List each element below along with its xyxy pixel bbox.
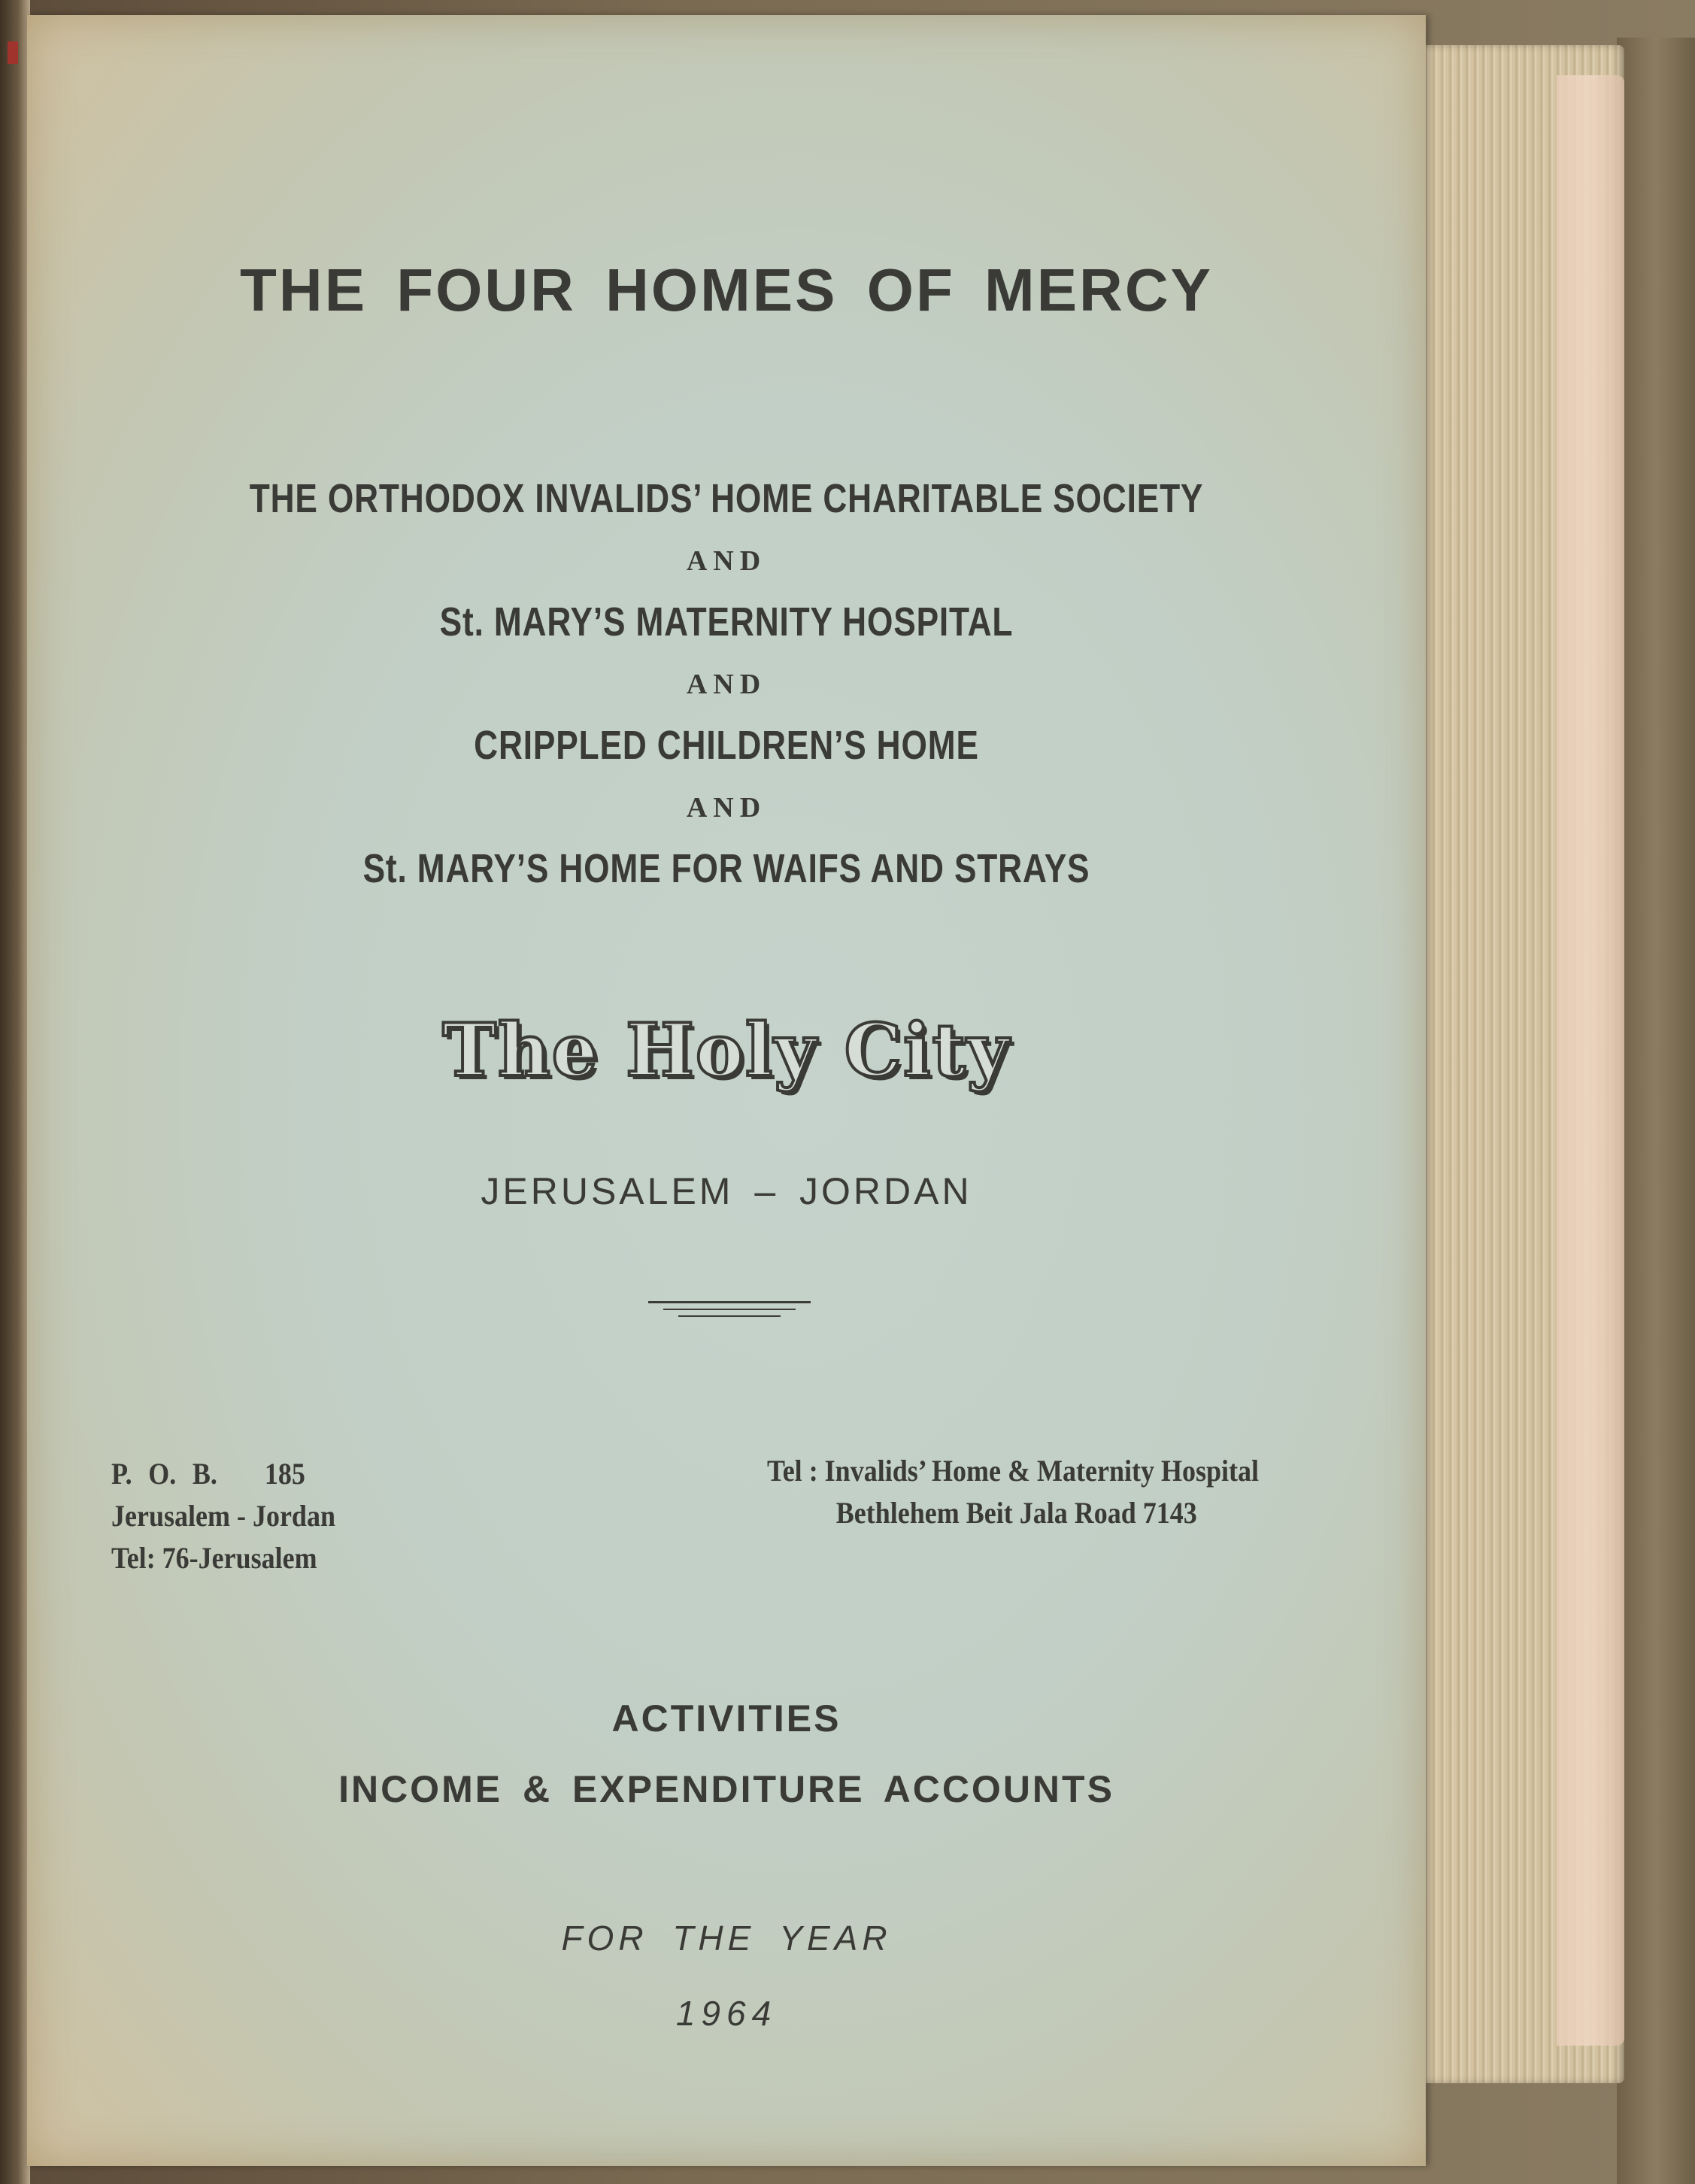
location-line: JERUSALEM – JORDAN <box>481 1170 972 1212</box>
spine-mark <box>8 41 18 64</box>
divider-line <box>678 1315 781 1317</box>
book-cover-edge <box>1617 38 1695 2184</box>
institution-crippled-childrens-home: CRIPPLED CHILDREN’S HOME <box>474 723 979 768</box>
address-city: Jerusalem - Jordan <box>111 1499 335 1533</box>
year-label: FOR THE YEAR <box>561 1919 892 1958</box>
pob-number: 185 <box>264 1457 305 1491</box>
institution-invalids-home: THE ORTHODOX INVALIDS’ HOME CHARITABLE SOCIETY <box>249 476 1204 521</box>
book-spine <box>0 0 30 2184</box>
conjunction-and: AND <box>686 792 767 824</box>
telephone-line: Tel : Invalids’ Home & Maternity Hospital <box>767 1454 1259 1488</box>
page-title: THE FOUR HOMES OF MERCY <box>240 256 1213 323</box>
pob-row <box>111 1453 335 1495</box>
conjunction-and: AND <box>686 545 767 577</box>
institution-waifs-strays-home: St. MARY’S HOME FOR WAIFS AND STRAYS <box>362 846 1090 891</box>
divider-line <box>663 1309 796 1310</box>
holy-city-heading: The Holy City <box>442 1008 1011 1093</box>
telephone-info <box>767 1450 1259 1534</box>
postal-address <box>111 1453 335 1579</box>
report-year: 1964 <box>675 1994 778 2033</box>
divider-line <box>648 1301 811 1303</box>
activities-heading: ACTIVITIES <box>611 1697 841 1740</box>
telephone-address-line: Bethlehem Beit Jala Road 7143 <box>835 1496 1197 1530</box>
pob-label: P. O. B. <box>111 1457 217 1491</box>
title-page <box>27 15 1426 2166</box>
accounts-heading: INCOME & EXPENDITURE ACCOUNTS <box>338 1768 1114 1810</box>
conjunction-and: AND <box>686 669 767 700</box>
address-telephone: Tel: 76-Jerusalem <box>111 1541 317 1575</box>
institution-maternity-hospital: St. MARY’S MATERNITY HOSPITAL <box>439 599 1014 645</box>
page-edges-inner <box>1557 75 1624 2046</box>
